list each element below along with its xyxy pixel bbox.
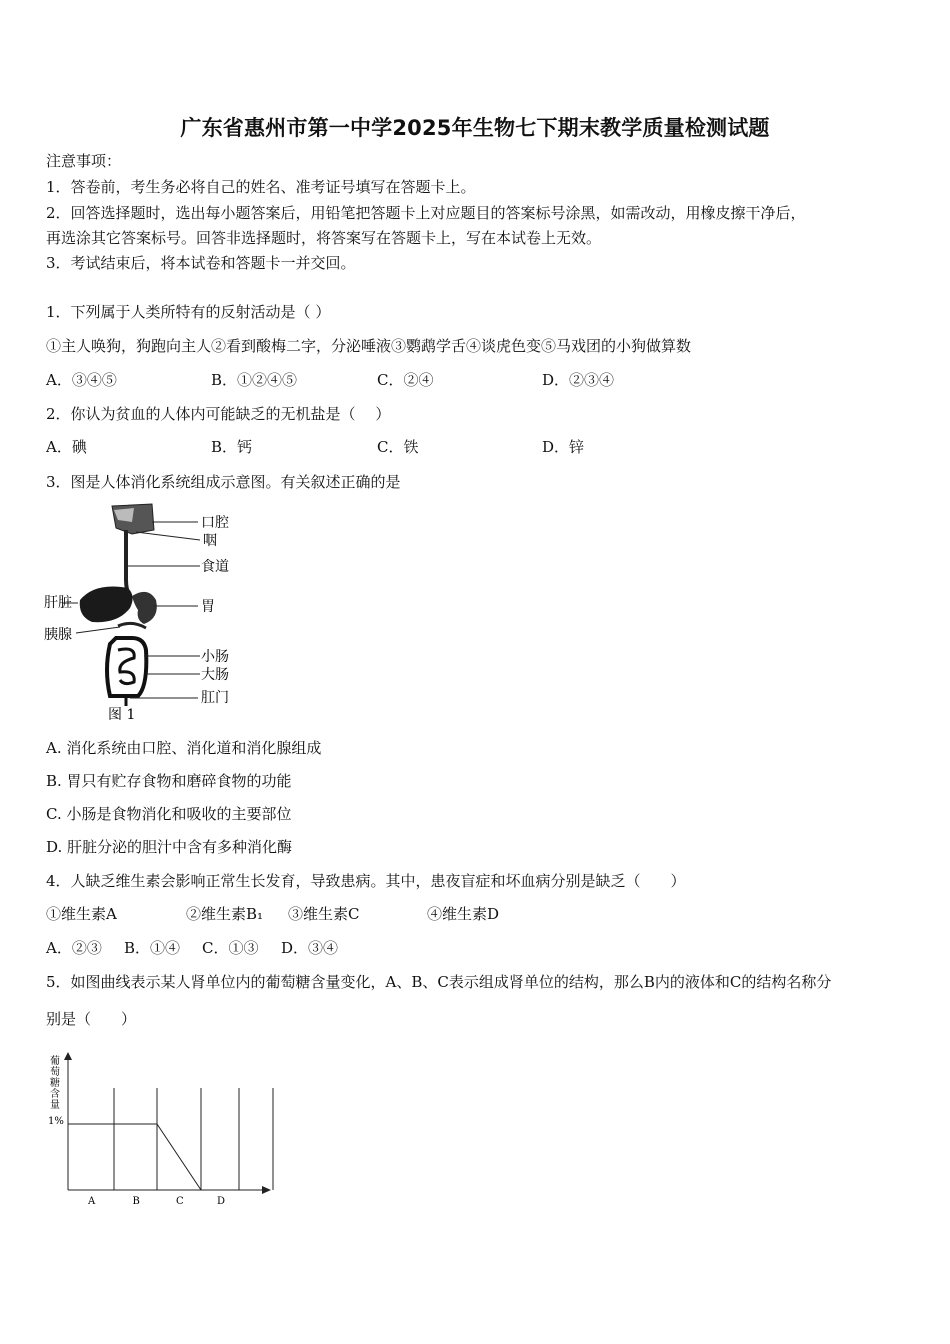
q2-option-d: D．锌 bbox=[542, 438, 585, 456]
q5-stem-continued: 别是（ ） bbox=[46, 1010, 137, 1028]
y-axis-arrow bbox=[64, 1052, 72, 1060]
label-pharynx: 咽 bbox=[203, 533, 217, 549]
q4-option-a: A．②③ bbox=[46, 939, 102, 957]
q4-option-b: B．①④ bbox=[124, 939, 181, 957]
digestive-system-figure bbox=[40, 500, 250, 730]
x-tick-label: B bbox=[132, 1196, 140, 1207]
large-intestine-shape bbox=[107, 638, 146, 696]
y-axis-label-char: 含 bbox=[50, 1089, 60, 1100]
q4-item: ②维生素B₁ bbox=[186, 905, 264, 923]
y-axis-label bbox=[50, 1054, 60, 1111]
label-mouth: 口腔 bbox=[201, 515, 229, 531]
label-stomach: 胃 bbox=[201, 599, 215, 615]
notice-item: 3．考试结束后，将本试卷和答题卡一并交回。 bbox=[46, 254, 356, 272]
label-liver: 肝脏 bbox=[44, 595, 72, 611]
q3-option-c: C. 小肠是食物消化和吸收的主要部位 bbox=[46, 805, 292, 823]
q1-option-d: D．②③④ bbox=[542, 371, 615, 389]
label-small-intestine: 小肠 bbox=[201, 649, 229, 665]
notice-item: 2．回答选择题时，选出每小题答案后，用铅笔把答题卡上对应题目的答案标号涂黑，如需改动，用橡皮擦干净后， bbox=[46, 204, 806, 222]
q2-option-b: B．钙 bbox=[211, 438, 253, 456]
figure-caption: 图 1 bbox=[108, 707, 136, 723]
q1-detail: ①主人唤狗，狗跑向主人②看到酸梅二字，分泌唾液③鹦鹉学舌④谈虎色变⑤马戏团的小狗做算数 bbox=[46, 337, 692, 355]
q2-option-a: A．碘 bbox=[46, 438, 87, 456]
q2-option-c: C．铁 bbox=[377, 438, 419, 456]
label-anus: 肛门 bbox=[201, 690, 229, 706]
notice-heading: 注意事项： bbox=[46, 152, 122, 170]
y-axis-label-char: 萄 bbox=[50, 1067, 60, 1078]
q4-item: ①维生素A bbox=[46, 905, 117, 923]
x-tick-label: A bbox=[88, 1196, 96, 1207]
glucose-series-line bbox=[68, 1124, 239, 1190]
small-intestine-shape bbox=[118, 649, 134, 684]
q1-option-b: B．①②④⑤ bbox=[211, 371, 298, 389]
y-axis-label-char: 量 bbox=[50, 1100, 60, 1111]
y-axis-label-char: 糖 bbox=[50, 1078, 60, 1089]
stomach-shape bbox=[132, 592, 157, 624]
x-tick-label: C bbox=[176, 1196, 184, 1207]
q4-option-d: D．③④ bbox=[281, 939, 339, 957]
q3-option-a: A. 消化系统由口腔、消化道和消化腺组成 bbox=[46, 739, 322, 757]
q2-stem: 2．你认为贫血的人体内可能缺乏的无机盐是（ ） bbox=[46, 405, 391, 423]
q1-stem: 1．下列属于人类所特有的反射活动是（ ） bbox=[46, 303, 331, 321]
q1-option-c: C．②④ bbox=[377, 371, 434, 389]
x-tick-label: D bbox=[217, 1196, 226, 1207]
q3-option-b: B. 胃只有贮存食物和磨碎食物的功能 bbox=[46, 772, 292, 790]
q5-stem: 5．如图曲线表示某人肾单位内的葡萄糖含量变化，A、B、C表示组成肾单位的结构，那么B内的液体和C的结构名称分 bbox=[46, 973, 832, 991]
y-tick-label: 1% bbox=[48, 1116, 64, 1127]
q4-item: ③维生素C bbox=[288, 905, 360, 923]
q1-option-a: A．③④⑤ bbox=[46, 371, 117, 389]
pancreas-shape bbox=[118, 623, 146, 628]
q4-option-c: C．①③ bbox=[202, 939, 259, 957]
liver-shape bbox=[80, 587, 133, 623]
x-axis-arrow bbox=[262, 1186, 271, 1194]
q3-option-d: D. 肝脏分泌的胆汁中含有多种消化酶 bbox=[46, 838, 293, 856]
label-esophagus: 食道 bbox=[201, 559, 229, 575]
y-axis-label-char: 葡 bbox=[50, 1056, 60, 1067]
page-title: 广东省惠州市第一中学2025年生物七下期末教学质量检测试题 bbox=[180, 116, 770, 140]
notice-item: 再选涂其它答案标号。回答非选择题时，将答案写在答题卡上，写在本试卷上无效。 bbox=[46, 229, 602, 247]
label-pancreas: 胰腺 bbox=[44, 627, 72, 643]
q3-stem: 3．图是人体消化系统组成示意图。有关叙述正确的是 bbox=[46, 473, 401, 491]
glucose-chart bbox=[40, 1050, 280, 1210]
q4-stem: 4．人缺乏维生素会影响正常生长发育，导致患病。其中，患夜盲症和坏血病分别是缺乏（ ） bbox=[46, 872, 686, 890]
label-large-intestine: 大肠 bbox=[201, 667, 229, 683]
q4-item: ④维生素D bbox=[427, 905, 500, 923]
notice-item: 1．答卷前，考生务必将自己的姓名、准考证号填写在答题卡上。 bbox=[46, 178, 476, 196]
